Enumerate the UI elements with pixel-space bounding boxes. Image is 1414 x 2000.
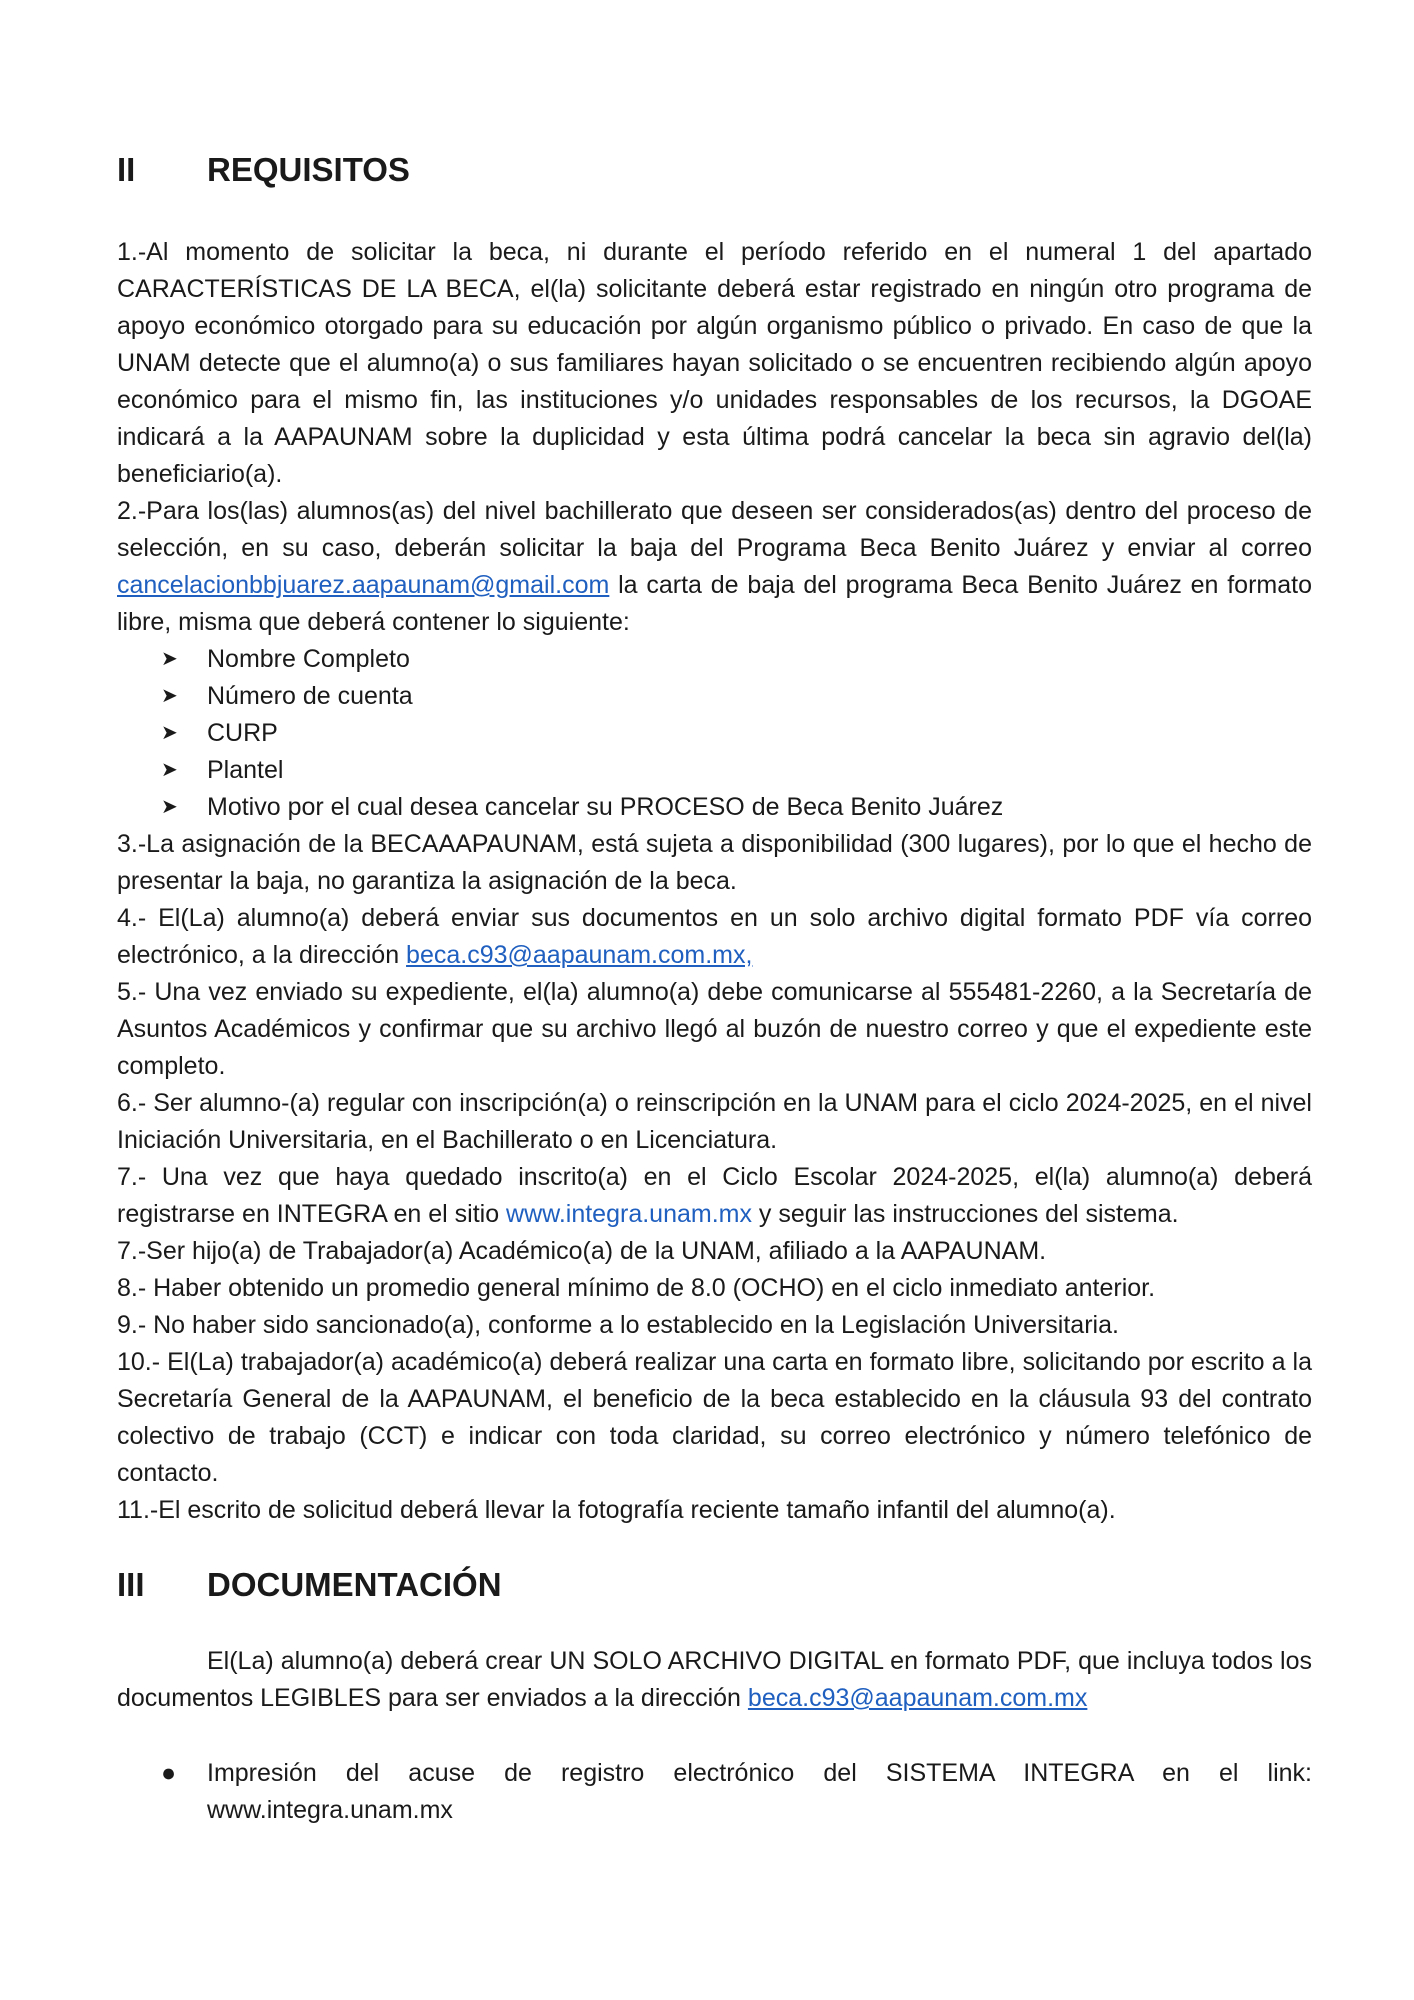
requisito-7a: [117, 1159, 1312, 1233]
requisito-5: 5.- Una vez enviado su expediente, el(la) alumno(a) debe comunicarse al 555481-2260, a la Secretaría de Asuntos Académicos y confirmar que su archivo llegó al buzón de nuestro correo y que el expediente este completo.: [117, 978, 1312, 1080]
section-number: II: [117, 151, 136, 188]
arrow-bullet-icon: ➤: [161, 796, 178, 818]
arrow-bullet-icon: ➤: [161, 759, 178, 781]
list-item-text: Plantel: [207, 756, 284, 784]
requisito-4-text: 4.- El(La) alumno(a) deberá enviar sus documentos en un solo archivo digital formato PDF vía correo electrónico, a la dirección: [117, 904, 1312, 969]
requisito-6: 6.- Ser alumno-(a) regular con inscripción(a) o reinscripción en la UNAM para el ciclo 2024-2025, en el nivel Iniciación Universitaria, en el Bachillerato o en Licenciatura.: [117, 1089, 1312, 1154]
arrow-bullet-icon: ➤: [161, 722, 178, 744]
requisito-7a-text-start: 7.- Una vez que haya quedado inscrito(a) en el Ciclo Escolar 2024-2025, el(la) alumno(a) deberá registrarse en INTEGRA en el sitio: [117, 1163, 1312, 1228]
list-item: [161, 641, 1312, 678]
documentacion-intro: [117, 1643, 1312, 1717]
arrow-bullet-icon: ➤: [161, 648, 178, 670]
list-item-text: Nombre Completo: [207, 645, 410, 673]
list-item-text: CURP: [207, 719, 278, 747]
requisito-2: [117, 493, 1312, 641]
list-item-text: Motivo por el cual desea cancelar su PROCESO de Beca Benito Juárez: [207, 793, 1004, 821]
email-link-beca-documentacion[interactable]: beca.c93@aapaunam.com.mx: [747, 1684, 1088, 1712]
list-item: [161, 752, 1312, 789]
email-link-cancelacion[interactable]: cancelacionbbjuarez.aapaunam@gmail.com: [117, 571, 610, 599]
list-item-text: Impresión del acuse de registro electrónico del SISTEMA INTEGRA en el link: www.integra.unam.mx: [207, 1759, 1312, 1824]
requisito-7b: 7.-Ser hijo(a) de Trabajador(a) Académico(a) de la UNAM, afiliado a la AAPAUNAM.: [117, 1237, 1047, 1265]
requisito-2-text-end: la carta de baja del programa Beca Benito Juárez en formato libre, misma que deberá contener lo siguiente:: [117, 571, 1312, 636]
requisito-10: 10.- El(La) trabajador(a) académico(a) deberá realizar una carta en formato libre, solicitando por escrito a la Secretaría General de la AAPAUNAM, el beneficio de la beca establecido en la cláusula 93 del contrato colectivo de trabajo (CCT) e indicar con toda claridad, su correo electrónico y número telefónico de contacto.: [117, 1348, 1312, 1487]
section-title: REQUISITOS: [207, 151, 410, 188]
list-item: [161, 715, 1312, 752]
requisito-4: [117, 900, 1312, 974]
dot-bullet-icon: ●: [161, 1759, 177, 1787]
section-heading-requisitos: [117, 150, 1312, 190]
requisito-3: 3.-La asignación de la BECAAAPAUNAM, está sujeta a disponibilidad (300 lugares), por lo que el hecho de presentar la baja, no garantiza la asignación de la beca.: [117, 830, 1312, 895]
list-item: [161, 789, 1312, 826]
requisito-9: 9.- No haber sido sancionado(a), conforme a lo establecido en la Legislación Universitaria.: [117, 1311, 1119, 1339]
list-item-text: Número de cuenta: [207, 682, 413, 710]
integra-site-link[interactable]: www.integra.unam.mx: [506, 1200, 752, 1228]
requisito-11: 11.-El escrito de solicitud deberá llevar la fotografía reciente tamaño infantil del alumno(a).: [117, 1496, 1116, 1524]
section-title: DOCUMENTACIÓN: [207, 1566, 502, 1603]
arrow-bullet-icon: ➤: [161, 685, 178, 707]
baja-requirements-list: [117, 641, 1312, 826]
requisito-2-text-start: 2.-Para los(las) alumnos(as) del nivel bachillerato que deseen ser considerados(as) dentro del proceso de selección, en su caso, deberán solicitar la baja del Programa Beca Benito Juárez y enviar al correo: [117, 497, 1312, 562]
documentacion-intro-text: El(La) alumno(a) deberá crear UN SOLO ARCHIVO DIGITAL en formato PDF, que incluya todos los documentos LEGIBLES para ser enviados a la dirección: [117, 1647, 1312, 1712]
requisito-1: 1.-Al momento de solicitar la beca, ni durante el período referido en el numeral 1 del apartado CARACTERÍSTICAS DE LA BECA, el(la) solicitante deberá estar registrado en ningún otro programa de apoyo económico otorgado para su educación por algún organismo público o privado. En caso de que la UNAM detecte que el alumno(a) o sus familiares hayan solicitado o se encuentren recibiendo algún apoyo económico para el mismo fin, las instituciones y/o unidades responsables de los recursos, la DGOAE indicará a la AAPAUNAM sobre la duplicidad y esta última podrá cancelar la beca sin agravio del(la) beneficiario(a).: [117, 238, 1312, 488]
list-item: [117, 1755, 1312, 1829]
section-heading-documentacion: [117, 1565, 1312, 1605]
documentacion-list: [117, 1755, 1312, 1829]
email-link-beca[interactable]: beca.c93@aapaunam.com.mx,: [406, 941, 753, 969]
section-number: III: [117, 1566, 145, 1603]
requisito-7a-text-end: y seguir las instrucciones del sistema.: [751, 1200, 1179, 1228]
requisito-8: 8.- Haber obtenido un promedio general mínimo de 8.0 (OCHO) en el ciclo inmediato anterior.: [117, 1274, 1156, 1302]
list-item: [161, 678, 1312, 715]
